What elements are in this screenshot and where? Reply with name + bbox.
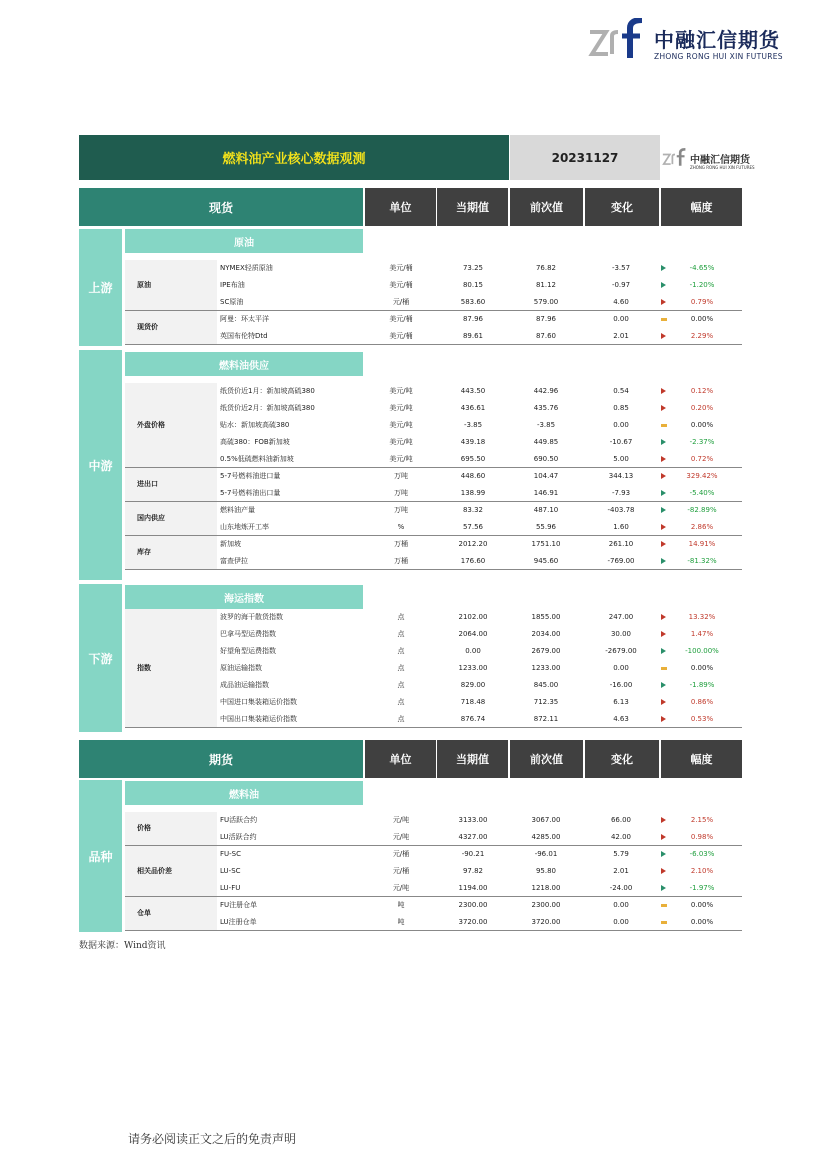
row-item-name: 波罗的海干散货指数 (220, 613, 283, 621)
report-title: 燃料油产业核心数据观测 (79, 135, 509, 180)
category-label: 进出口 (137, 480, 158, 488)
up-arrow-icon (661, 716, 666, 722)
row-item-name: FU注册仓单 (220, 901, 258, 909)
row-current-value: 1194.00 (458, 884, 488, 892)
row-previous-value: 712.35 (533, 698, 559, 706)
category-divider (125, 569, 742, 570)
up-arrow-icon (661, 299, 666, 305)
row-current-value: 583.60 (460, 298, 486, 306)
row-range-value: -1.20% (689, 281, 715, 289)
row-previous-value: 487.10 (533, 506, 559, 514)
flat-indicator-icon (661, 921, 667, 924)
row-current-value: 3720.00 (458, 918, 488, 926)
logo-mark-icon (588, 18, 648, 62)
row-range-value: 329.42% (686, 472, 718, 480)
row-range-value: 0.86% (690, 698, 714, 706)
table-row (220, 914, 742, 931)
row-current-value: 73.25 (462, 264, 484, 272)
row-unit: 点 (397, 613, 405, 621)
table-row (220, 434, 742, 451)
row-previous-value: 76.82 (535, 264, 557, 272)
row-unit: 元/桶 (392, 867, 410, 875)
row-change-value: 1.60 (613, 523, 629, 531)
row-previous-value: 146.91 (533, 489, 559, 497)
row-current-value: 2300.00 (458, 901, 488, 909)
row-current-value: 829.00 (460, 681, 486, 689)
row-change-value: 0.00 (613, 315, 629, 323)
row-item-name: 中国进口集装箱运价指数 (220, 698, 297, 706)
group-upstream: 上游 (79, 229, 122, 346)
row-previous-value: 104.47 (533, 472, 559, 480)
row-item-name: SC原油 (220, 298, 244, 306)
sub-futures: 燃料油 (125, 781, 363, 805)
row-change-value: 66.00 (610, 816, 632, 824)
row-unit: 万吨 (394, 489, 408, 497)
table-row (220, 451, 742, 468)
row-unit: 点 (397, 715, 405, 723)
row-unit: 元/吨 (392, 816, 410, 824)
row-unit: 吨 (397, 901, 405, 909)
row-current-value: 138.99 (460, 489, 486, 497)
company-logo (588, 18, 788, 64)
up-arrow-icon (661, 524, 666, 530)
row-current-value: 3133.00 (458, 816, 488, 824)
row-item-name: 贴水：新加坡高硫380 (220, 421, 290, 429)
row-item-name: NYMEX轻质原油 (220, 264, 273, 272)
row-range-value: 0.20% (690, 404, 714, 412)
category-cell (125, 609, 217, 728)
row-previous-value: 87.60 (535, 332, 557, 340)
row-previous-value: -3.85 (536, 421, 556, 429)
table-row (220, 660, 742, 677)
row-item-name: LU-FU (220, 884, 241, 892)
row-previous-value: 81.12 (535, 281, 557, 289)
down-arrow-icon (661, 682, 666, 688)
table-row (220, 812, 742, 829)
row-change-value: 4.60 (613, 298, 629, 306)
row-unit: 点 (397, 647, 405, 655)
row-range-value: -2.37% (689, 438, 715, 446)
report-date: 20231127 (510, 135, 660, 180)
row-current-value: 97.82 (462, 867, 484, 875)
row-unit: 万桶 (394, 557, 408, 565)
row-range-value: 14.91% (688, 540, 716, 548)
row-range-value: 0.00% (690, 901, 714, 909)
row-previous-value: 4285.00 (531, 833, 561, 841)
row-change-value: 6.13 (613, 698, 629, 706)
futures-col-header-current: 当期值 (437, 740, 508, 778)
table-row (220, 519, 742, 536)
row-change-value: 5.79 (613, 850, 629, 858)
small-logo-cn: 中融汇信期货 (690, 155, 750, 166)
flat-indicator-icon (661, 904, 667, 907)
row-unit: 美元/桶 (389, 281, 413, 289)
row-current-value: 876.74 (460, 715, 486, 723)
row-change-value: -2679.00 (605, 647, 637, 655)
row-item-name: 英国布伦特Dtd (220, 332, 268, 340)
row-change-value: 5.00 (613, 455, 629, 463)
row-item-name: 阿曼：环太平洋 (220, 315, 269, 323)
row-range-value: 0.00% (690, 421, 714, 429)
row-previous-value: 1855.00 (531, 613, 561, 621)
small-logo-en: ZHONG RONG HUI XIN FUTURES (690, 165, 755, 170)
table-row (220, 846, 742, 863)
down-arrow-icon (661, 282, 666, 288)
group-futures: 品种 (79, 780, 122, 932)
row-current-value: 4327.00 (458, 833, 488, 841)
row-change-value: 0.00 (613, 901, 629, 909)
category-label: 指数 (137, 663, 151, 672)
row-range-value: -5.40% (689, 489, 715, 497)
down-arrow-icon (661, 885, 666, 891)
row-current-value: 57.56 (462, 523, 484, 531)
row-current-value: 448.60 (460, 472, 486, 480)
row-current-value: 1233.00 (458, 664, 488, 672)
category-label: 仓单 (137, 909, 151, 917)
row-previous-value: 442.96 (533, 387, 559, 395)
row-previous-value: 845.00 (533, 681, 559, 689)
row-change-value: 2.01 (613, 867, 629, 875)
row-item-name: 富查伊拉 (220, 557, 248, 565)
row-previous-value: 945.60 (533, 557, 559, 565)
row-current-value: 436.61 (460, 404, 486, 412)
table-row (220, 553, 742, 570)
row-change-value: 0.00 (613, 918, 629, 926)
futures-col-header-previous: 前次值 (510, 740, 583, 778)
row-change-value: 0.54 (613, 387, 629, 395)
category-label: 价格 (137, 824, 151, 832)
table-row (220, 383, 742, 400)
small-logo (662, 143, 755, 175)
row-change-value: -403.78 (607, 506, 635, 514)
table-row (220, 626, 742, 643)
row-range-value: 2.15% (690, 816, 714, 824)
table-row (220, 863, 742, 880)
col-header-previous: 前次值 (510, 188, 583, 226)
row-current-value: -90.21 (461, 850, 485, 858)
futures-section-header: 期货 (79, 740, 363, 778)
row-item-name: 新加坡 (220, 540, 241, 548)
row-item-name: 0.5%低硫燃料油新加坡 (220, 455, 294, 463)
row-current-value: 83.32 (462, 506, 484, 514)
row-change-value: 344.13 (608, 472, 634, 480)
table-row (220, 880, 742, 897)
row-range-value: 2.10% (690, 867, 714, 875)
row-item-name: 5-7号燃料油进口量 (220, 472, 281, 480)
table-row (220, 711, 742, 728)
row-item-name: 山东地炼开工率 (220, 523, 269, 531)
row-range-value: -4.65% (689, 264, 715, 272)
row-change-value: 0.00 (613, 421, 629, 429)
row-range-value: 0.00% (690, 664, 714, 672)
table-row (220, 502, 742, 519)
category-divider (125, 727, 742, 728)
row-item-name: 燃料油产量 (220, 506, 255, 514)
table-row (220, 609, 742, 626)
row-range-value: -82.89% (687, 506, 717, 514)
row-item-name: 高硫380：FOB新加坡 (220, 438, 290, 446)
group-downstream: 下游 (79, 584, 122, 732)
down-arrow-icon (661, 490, 666, 496)
futures-col-header-change: 变化 (585, 740, 659, 778)
row-change-value: 261.10 (608, 540, 634, 548)
disclaimer-footer: 请务必阅读正文之后的免责声明 (128, 1132, 297, 1146)
row-unit: 点 (397, 664, 405, 672)
category-cell (125, 502, 217, 536)
futures-col-header-unit: 单位 (365, 740, 436, 778)
row-current-value: 2012.20 (458, 540, 488, 548)
row-previous-value: 1218.00 (531, 884, 561, 892)
row-item-name: 成品油运输指数 (220, 681, 269, 689)
category-label: 国内供应 (137, 514, 165, 522)
row-unit: 点 (397, 681, 405, 689)
row-unit: 美元/吨 (389, 387, 413, 395)
row-range-value: 0.53% (690, 715, 714, 723)
row-change-value: -7.93 (611, 489, 631, 497)
table-row (220, 485, 742, 502)
row-unit: 点 (397, 630, 405, 638)
col-header-change: 变化 (585, 188, 659, 226)
row-unit: 元/吨 (392, 833, 410, 841)
category-label: 相关品价差 (137, 866, 172, 875)
row-current-value: 89.61 (462, 332, 484, 340)
small-logo-mark-icon (662, 145, 688, 171)
sub-midstream: 燃料油供应 (125, 352, 363, 376)
row-item-name: LU注册仓单 (220, 918, 257, 926)
row-change-value: 0.85 (613, 404, 629, 412)
table-row (220, 536, 742, 553)
category-cell (125, 383, 217, 468)
row-range-value: 2.86% (690, 523, 714, 531)
row-previous-value: 2679.00 (531, 647, 561, 655)
table-row (220, 400, 742, 417)
row-range-value: 1.47% (690, 630, 714, 638)
row-unit: 元/桶 (392, 298, 410, 306)
down-arrow-icon (661, 439, 666, 445)
flat-indicator-icon (661, 318, 667, 321)
col-header-range: 幅度 (661, 188, 742, 226)
row-change-value: -10.67 (609, 438, 633, 446)
row-previous-value: 87.96 (535, 315, 557, 323)
category-cell (125, 311, 217, 345)
row-range-value: -81.32% (687, 557, 717, 565)
category-cell (125, 897, 217, 931)
table-row (220, 417, 742, 434)
row-current-value: 439.18 (460, 438, 486, 446)
row-previous-value: 690.50 (533, 455, 559, 463)
row-unit: 万吨 (394, 472, 408, 480)
table-row (220, 277, 742, 294)
table-row (220, 694, 742, 711)
row-previous-value: 95.80 (535, 867, 557, 875)
sub-downstream: 海运指数 (125, 585, 363, 609)
table-row (220, 643, 742, 660)
row-unit: 美元/桶 (389, 315, 413, 323)
row-unit: 美元/桶 (389, 264, 413, 272)
table-row (220, 311, 742, 328)
flat-indicator-icon (661, 424, 667, 427)
row-range-value: 2.29% (690, 332, 714, 340)
row-change-value: 0.00 (613, 664, 629, 672)
row-previous-value: 449.85 (533, 438, 559, 446)
row-current-value: -3.85 (463, 421, 483, 429)
row-change-value: -24.00 (609, 884, 633, 892)
table-row (220, 829, 742, 846)
up-arrow-icon (661, 473, 666, 479)
futures-col-header-range: 幅度 (661, 740, 742, 778)
col-header-unit: 单位 (365, 188, 436, 226)
row-range-value: 0.00% (690, 918, 714, 926)
row-range-value: 0.98% (690, 833, 714, 841)
row-unit: 元/桶 (392, 850, 410, 858)
category-cell (125, 260, 217, 311)
row-previous-value: 2034.00 (531, 630, 561, 638)
row-range-value: -1.97% (689, 884, 715, 892)
spot-section-header: 现货 (79, 188, 363, 226)
row-change-value: -769.00 (607, 557, 635, 565)
row-change-value: -0.97 (611, 281, 631, 289)
row-range-value: 0.79% (690, 298, 714, 306)
up-arrow-icon (661, 541, 666, 547)
up-arrow-icon (661, 405, 666, 411)
row-previous-value: 55.96 (535, 523, 557, 531)
row-range-value: 0.72% (690, 455, 714, 463)
down-arrow-icon (661, 507, 666, 513)
sub-upstream: 原油 (125, 229, 363, 253)
up-arrow-icon (661, 699, 666, 705)
row-unit: % (397, 523, 405, 531)
row-change-value: -3.57 (611, 264, 631, 272)
up-arrow-icon (661, 388, 666, 394)
category-divider (125, 344, 742, 345)
flat-indicator-icon (661, 667, 667, 670)
row-unit: 美元/吨 (389, 455, 413, 463)
row-unit: 美元/吨 (389, 421, 413, 429)
table-row (220, 294, 742, 311)
row-current-value: 718.48 (460, 698, 486, 706)
row-previous-value: 872.11 (533, 715, 559, 723)
row-current-value: 176.60 (460, 557, 486, 565)
up-arrow-icon (661, 868, 666, 874)
row-previous-value: 3067.00 (531, 816, 561, 824)
row-item-name: 纸货价近1月：新加坡高硫380 (220, 387, 315, 395)
row-unit: 美元/吨 (389, 404, 413, 412)
row-change-value: 2.01 (613, 332, 629, 340)
row-item-name: 中国出口集装箱运价指数 (220, 715, 297, 723)
table-row (220, 468, 742, 485)
row-previous-value: 579.00 (533, 298, 559, 306)
row-item-name: 原油运输指数 (220, 664, 262, 672)
down-arrow-icon (661, 558, 666, 564)
up-arrow-icon (661, 333, 666, 339)
category-cell (125, 812, 217, 846)
row-range-value: 0.00% (690, 315, 714, 323)
row-change-value: 247.00 (608, 613, 634, 621)
row-item-name: FU-SC (220, 850, 242, 858)
row-item-name: 好望角型运费指数 (220, 647, 276, 655)
row-current-value: 87.96 (462, 315, 484, 323)
category-label: 原油 (137, 280, 151, 289)
up-arrow-icon (661, 834, 666, 840)
row-previous-value: 2300.00 (531, 901, 561, 909)
category-cell (125, 536, 217, 570)
logo-en-text: ZHONG RONG HUI XIN FUTURES (654, 52, 783, 61)
table-row (220, 677, 742, 694)
down-arrow-icon (661, 265, 666, 271)
row-unit: 吨 (397, 918, 405, 926)
row-previous-value: 3720.00 (531, 918, 561, 926)
row-current-value: 0.00 (465, 647, 481, 655)
row-item-name: IPE布油 (220, 281, 245, 289)
row-item-name: 巴拿马型运费指数 (220, 630, 276, 638)
row-current-value: 443.50 (460, 387, 486, 395)
table-row (220, 897, 742, 914)
table-row (220, 260, 742, 277)
row-previous-value: 1751.10 (531, 540, 561, 548)
row-change-value: -16.00 (609, 681, 633, 689)
up-arrow-icon (661, 631, 666, 637)
category-cell (125, 468, 217, 502)
row-item-name: 纸货价近2月：新加坡高硫380 (220, 404, 315, 412)
row-range-value: 13.32% (688, 613, 716, 621)
logo-cn-text: 中融汇信期货 (654, 28, 780, 52)
up-arrow-icon (661, 817, 666, 823)
row-range-value: -100.00% (685, 647, 719, 655)
row-previous-value: 435.76 (533, 404, 559, 412)
row-unit: 万桶 (394, 540, 408, 548)
category-label: 库存 (137, 548, 151, 556)
row-unit: 美元/桶 (389, 332, 413, 340)
category-cell (125, 846, 217, 897)
down-arrow-icon (661, 851, 666, 857)
row-unit: 美元/吨 (389, 438, 413, 446)
row-item-name: 5-7号燃料油出口量 (220, 489, 281, 497)
group-midstream: 中游 (79, 350, 122, 580)
up-arrow-icon (661, 614, 666, 620)
row-range-value: -6.03% (689, 850, 715, 858)
row-previous-value: -96.01 (534, 850, 558, 858)
row-current-value: 2102.00 (458, 613, 488, 621)
row-range-value: 0.12% (690, 387, 714, 395)
data-source: 数据来源：Wind资讯 (79, 941, 166, 951)
table-row (220, 328, 742, 345)
row-current-value: 80.15 (462, 281, 484, 289)
row-change-value: 42.00 (610, 833, 632, 841)
row-item-name: LU活跃合约 (220, 833, 257, 841)
row-item-name: FU活跃合约 (220, 816, 258, 824)
row-range-value: -1.89% (689, 681, 715, 689)
down-arrow-icon (661, 648, 666, 654)
row-previous-value: 1233.00 (531, 664, 561, 672)
category-label: 外盘价格 (137, 420, 165, 429)
up-arrow-icon (661, 456, 666, 462)
row-unit: 元/吨 (392, 884, 410, 892)
row-item-name: LU-SC (220, 867, 241, 875)
row-change-value: 4.63 (613, 715, 629, 723)
row-change-value: 30.00 (610, 630, 632, 638)
category-label: 现货价 (137, 323, 158, 331)
category-divider (125, 930, 742, 931)
row-current-value: 695.50 (460, 455, 486, 463)
row-unit: 万吨 (394, 506, 408, 514)
col-header-current: 当期值 (437, 188, 508, 226)
row-current-value: 2064.00 (458, 630, 488, 638)
row-unit: 点 (397, 698, 405, 706)
